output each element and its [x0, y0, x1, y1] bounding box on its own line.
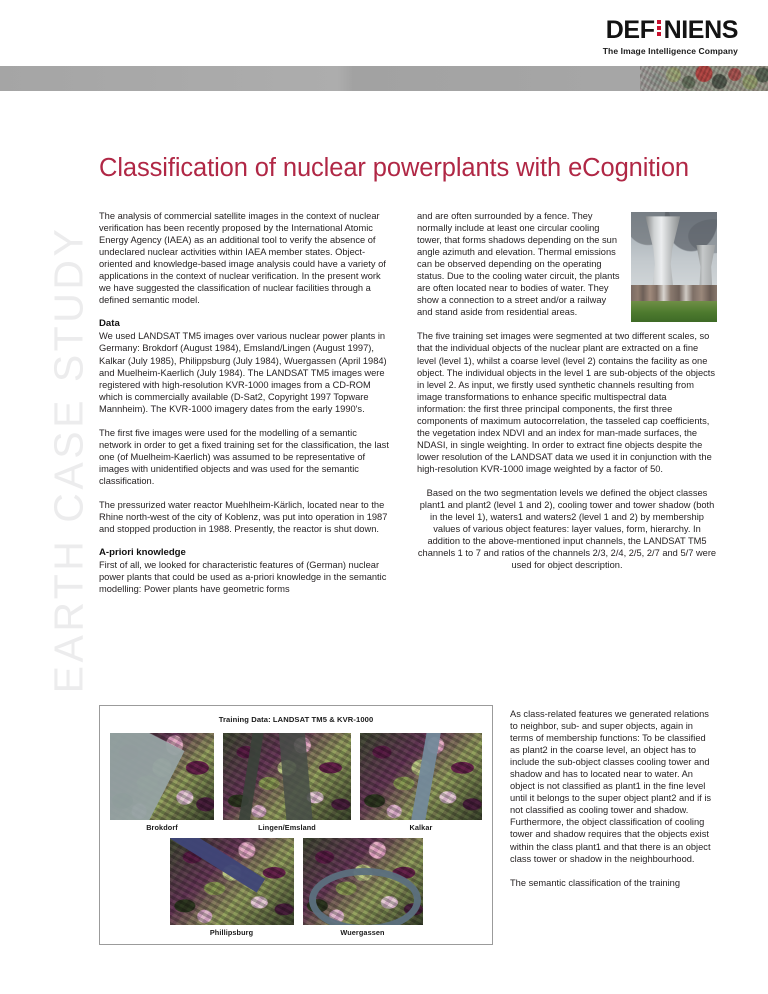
satellite-image-wuergassen [303, 838, 423, 925]
water-body [170, 838, 265, 893]
satellite-image-lingen-emsland [223, 733, 351, 820]
figure-title: Training Data: LANDSAT TM5 & KVR-1000 [218, 715, 374, 724]
logo-wordmark [606, 18, 738, 43]
paragraph-intro: The analysis of commercial satellite images in the context of nuclear verification has been recently proposed by the International Atomic Energy Agency (IAEA) as an additional tool to verify the absence of undeclared nuclear activities within IAEA member states. Object-oriented and knowledge-based image analysis could have a variety of applications in the context of nuclear verification. In the present work we have suggested the classification of nuclear facilities through a defined semantic model. [99, 211, 386, 306]
paragraph-semantic-classification: The semantic classification of the training [510, 877, 681, 888]
definiens-logo [603, 18, 738, 56]
left-text-column [99, 210, 391, 595]
figure-caption: Wuergassen [340, 928, 385, 937]
side-label-earth-case-study: EARTH CASE STUDY [45, 225, 92, 694]
figure-caption: Lingen/Emsland [258, 823, 316, 832]
heading-apriori-knowledge: A-priori knowledge [99, 547, 186, 559]
photo-plant-buildings [631, 285, 717, 303]
right-text-column-lower [510, 708, 715, 889]
cooling-tower-photo [631, 212, 717, 322]
logo-colon-icon [656, 20, 663, 39]
paragraph-apriori: First of all, we looked for characteristic features of (German) nuclear power plants that could be used as a-priori knowledge in the semantic modelling: Power plants have geometric forms [99, 560, 387, 595]
paragraph-object-classes: Based on the two segmentation levels we defined the object classes plant1 and plant2 (level 1 and 2), cooling tower and tower shadow (both in the level 1), waters1 and waters2 (level 1 and 2) by membership values of various object features: layer values, form, hierarchy. In addition to the above-mentioned input channels, the LANDSAT TM5 channels 1 to 7 and ratios of the channels 2/3, 2/4, 2/5, 2/7 and 5/7 were used for object description. [417, 487, 717, 571]
water-body [407, 733, 443, 820]
header-band [0, 66, 768, 91]
figure-caption: Kalkar [409, 823, 433, 832]
figure-item [170, 838, 294, 937]
right-text-column [417, 210, 717, 571]
water-body [236, 733, 266, 820]
header-band-texture-fade [640, 66, 684, 91]
water-body [110, 733, 184, 820]
figure-training-data [99, 705, 493, 945]
paragraph-plant-features: and are often surrounded by a fence. They normally include at least one circular cooling tower, that forms shadows depending on the sun angle azimuth and elevation. Thermal emissions can be observed depending on the operating status. Due to the cooling water circuit, the plants are often located near to bodies of water. They show a connection to a street and/or a railway and stand aside from residential areas. [417, 211, 620, 318]
satellite-image-phillipsburg [170, 838, 294, 925]
figure-item [223, 733, 351, 832]
water-body [278, 733, 315, 820]
paragraph-training-set: The first five images were used for the modelling of a semantic network in order to get a fixed training set for the classification, the last one (of Muelheim-Kaerlich) was assumed to be representative of images with unidentified objects and was used for the semantic classification. [99, 427, 389, 486]
heading-data: Data [99, 318, 120, 330]
page-title: Classification of nuclear powerplants with eCognition [99, 154, 690, 183]
logo-word-right: NIENS [663, 16, 738, 44]
paragraph-segmentation: The five training set images were segmented at two different scales, so that the individual objects of the nuclear plant are extracted on a fine level (level 1), whilst a coarse level (level 2) contains the facility as one object. The individual objects in the level 1 are sub-objects of the objects in level 2. As input, we firstly used synthetic channels resulting from image transformations to enhance specific multispectral data information: the first three principal components, the first three components of maximum autocorrelation, the tasseled cap coefficients, the vegetation index NDVI and an index for man-made surfaces, the NDASI, in single weighting. In order to extract fine objects despite the lower resolution of the LANDSAT data we used it in conjunction with the high-resolution KVR-1000 image weighted by a factor of 50. [417, 331, 716, 474]
water-body [309, 868, 421, 925]
figure-row-bottom [100, 838, 492, 937]
satellite-image-brokdorf [110, 733, 214, 820]
figure-item [110, 733, 214, 832]
figure-caption: Phillipsburg [209, 928, 254, 937]
satellite-image-kalkar [360, 733, 482, 820]
logo-tagline: The Image Intelligence Company [602, 46, 738, 56]
header-band-texture-image [640, 66, 768, 91]
paragraph-class-relations: As class-related features we generated relations to neighbor, sub- and super objects, again in terms of membership functions: To be classified as plant2 in the coarse level, an object has to include the sub-object classes cooling tower and shadow and has to located near to water. An object is not classified as plant1 in the fine level until it belongs to the super object plant2 and if is not classified as cooling tower and shadow. Furthermore, the object classification of cooling tower and shadow requires that the objects exist within the class plant1 and that there is an object class tower or shadow in the neighbourhood. [510, 709, 712, 864]
paragraph-data: We used LANDSAT TM5 images over various nuclear power plants in Germany: Brokdorf (August 1984), Emsland/Lingen (August 1997), Kalkar (July 1985), Philippsburg (July 1984), Wuergassen (April 1984) and Muelheim-Kaerlich (July 1984). The LANDSAT TM5 images were registered with high-resolution KVR-1000 images from a CD-ROM which is commercially available (D-Sat2, Copyright 1997 Topware Mannheim). The KVR-1000 imagery dates from the early 1990's. [99, 331, 387, 414]
photo-foreground-field [631, 301, 717, 322]
figure-item [303, 838, 423, 937]
logo-word-left: DEF [605, 16, 655, 44]
figure-row-top [100, 733, 492, 832]
paragraph-reactor: The pressurized water reactor Muehlheim-Kärlich, located near to the Rhine north-west of the city of Koblenz, was put into operation in 1987 and stopped production in 1988. Presently, the reactor is shut down. [99, 499, 388, 535]
figure-item [360, 733, 482, 832]
figure-caption: Brokdorf [146, 823, 178, 832]
